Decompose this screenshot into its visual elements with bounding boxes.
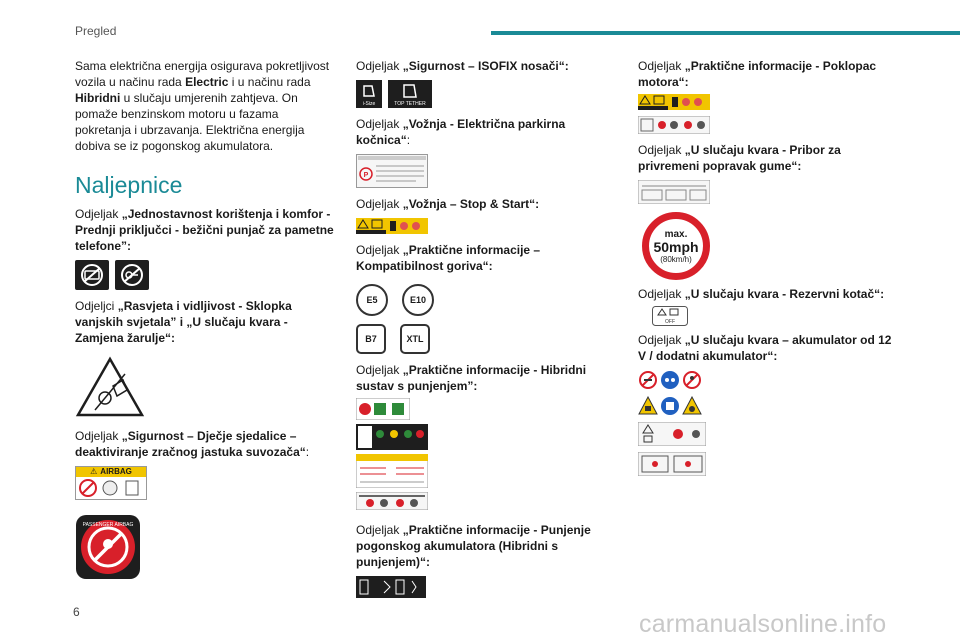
parking-brake-label (356, 154, 616, 188)
section-stop-start: Odjeljak „Vožnja – Stop & Start“: (356, 197, 540, 211)
section-fuel-compat: Odjeljak „Praktične informacije – Kompatibilnost goriva“: (356, 243, 541, 273)
tyre-repair-info-label (638, 180, 898, 204)
hybrid-warning-label (356, 454, 616, 488)
airbag-label (75, 466, 335, 500)
battery-info-label-2 (638, 452, 898, 476)
section-tyre-repair: Odjeljak „U slučaju kvara - Pribor za privremeni popravak gume“: (638, 143, 841, 173)
section-bonnet: Odjeljak „Praktične informacije - Poklopac motora“: (638, 59, 877, 89)
page-header-title: Pregled (75, 24, 117, 38)
intro-text-2: i u načinu rada (231, 75, 311, 89)
speed-kmh-text: (80km/h) (660, 254, 692, 264)
svg-text:TOP TETHER: TOP TETHER (394, 101, 426, 107)
section-lighting: Odjeljci „Rasvjeta i vidljivost - Sklopka vanjskih svjetala” i „U slučaju kvara - Zamjena žarulje“: (75, 299, 292, 345)
hybrid-info-label (356, 492, 616, 510)
fuel-e10-label: E10 (402, 284, 434, 316)
hybrid-charge-label (356, 398, 616, 420)
fuel-e5-label: E5 (356, 284, 388, 316)
airbag-deploy-icon (100, 479, 120, 497)
isofix-labels (356, 80, 616, 108)
intro-paragraph (75, 58, 335, 154)
hybrid-labels (356, 398, 616, 510)
bonnet-info-label (638, 116, 898, 134)
warning-triangle-icon: ⚠ (90, 467, 98, 476)
speed-max-text: max. (664, 228, 688, 240)
battery-info-label-1 (638, 422, 898, 446)
stop-start-warning-icon (356, 218, 428, 234)
lamp-warning-label (75, 356, 335, 418)
bonnet-warning-label (638, 94, 898, 110)
column-1 (75, 58, 335, 584)
passenger-airbag-text: PASSENGER AIRBAG (82, 522, 134, 528)
section-spare-wheel: Odjeljak „U slučaju kvara - Rezervni kotač“: (638, 287, 885, 301)
no-children-icon (682, 370, 702, 390)
diesel-labels (356, 324, 616, 354)
charging-label (356, 576, 426, 598)
svg-text:i-Size: i-Size (362, 101, 376, 107)
eye-protection-icon (660, 370, 680, 390)
intro-bold-hybrid: Hibridni (75, 91, 121, 105)
stop-start-label (356, 218, 616, 234)
header-accent-bar (491, 31, 960, 35)
section-wireless-charger: Odjeljak „Jednostavnost korištenja i komfor - Prednji priključci - bežični punjač za pametne telefone”: (75, 207, 334, 253)
fuel-xtl-label: XTL (400, 324, 430, 354)
watermark: carmanualsonline.info (639, 610, 887, 638)
parking-brake-info-icon (356, 154, 428, 188)
charging-labels (356, 576, 616, 598)
airbag-label-banner: ⚠ AIRBAG (76, 467, 146, 477)
spare-wheel-label (652, 306, 898, 326)
section-parking-brake: Odjeljak „Vožnja - Električna parkirna kočnica“: (356, 117, 566, 147)
passenger-airbag-off-icon (75, 514, 141, 580)
column-3 (638, 58, 898, 476)
intro-bold-electric: Electric (185, 75, 229, 89)
fuel-b7-label: B7 (356, 324, 386, 354)
section-child-seats: Odjeljak „Sigurnost – Dječje sjedalice – deaktiviranje zračnog jastuka suvozača“: (75, 429, 310, 459)
off-text: OFF (665, 319, 675, 325)
section-12v-battery: Odjeljak „U slučaju kvara – akumulator od 12 V / dodatni akumulator“: (638, 333, 892, 363)
book-icon (122, 479, 142, 497)
corrosive-icon (638, 396, 658, 416)
svg-text:P: P (363, 172, 369, 179)
wireless-charger-label (75, 260, 335, 290)
page-number: 6 (73, 605, 80, 619)
intro-text-3: u slučaju umjerenih zahtjeva. On pomaže benzinskom motoru u fazama pokretanja i ubrzavanja. Električna energija dobiva se iz pogonskog akumulatora. (75, 91, 305, 153)
speed-value-text: 50mph (653, 238, 699, 255)
petrol-labels (356, 284, 616, 316)
passenger-airbag-label (75, 514, 335, 584)
column-2 (356, 58, 616, 606)
top-tether-icon (388, 80, 432, 108)
no-card-icon (75, 260, 109, 290)
battery-labels (638, 370, 898, 476)
no-rear-facing-seat-icon (78, 479, 98, 497)
bonnet-labels (638, 94, 898, 134)
section-battery-charging: Odjeljak „Praktične informacije - Punjenje pogonskog akumulatora (Hibridni s punjenjem)“: (356, 523, 591, 569)
explosive-icon (682, 396, 702, 416)
hot-lamp-warning-icon (75, 356, 145, 418)
hybrid-charge-dark-label (356, 424, 616, 450)
speed-limit-sign (642, 212, 898, 280)
section-heading: Naljepnice (75, 172, 183, 198)
battery-warning-row (638, 396, 898, 416)
section-hybrid-system: Odjeljak „Praktične informacije - Hibridni sustav s punjenjem”: (356, 363, 587, 393)
section-isofix: Odjeljak „Sigurnost – ISOFIX nosači“: (356, 59, 569, 73)
intro-text-1: Sama električna energija osigurava pokretljivost vozila u načinu rada (75, 59, 330, 89)
no-key-icon (115, 260, 149, 290)
read-manual-icon (660, 396, 680, 416)
battery-prohibition-row (638, 370, 898, 390)
isize-icon (356, 80, 382, 108)
no-smoking-icon (638, 370, 658, 390)
